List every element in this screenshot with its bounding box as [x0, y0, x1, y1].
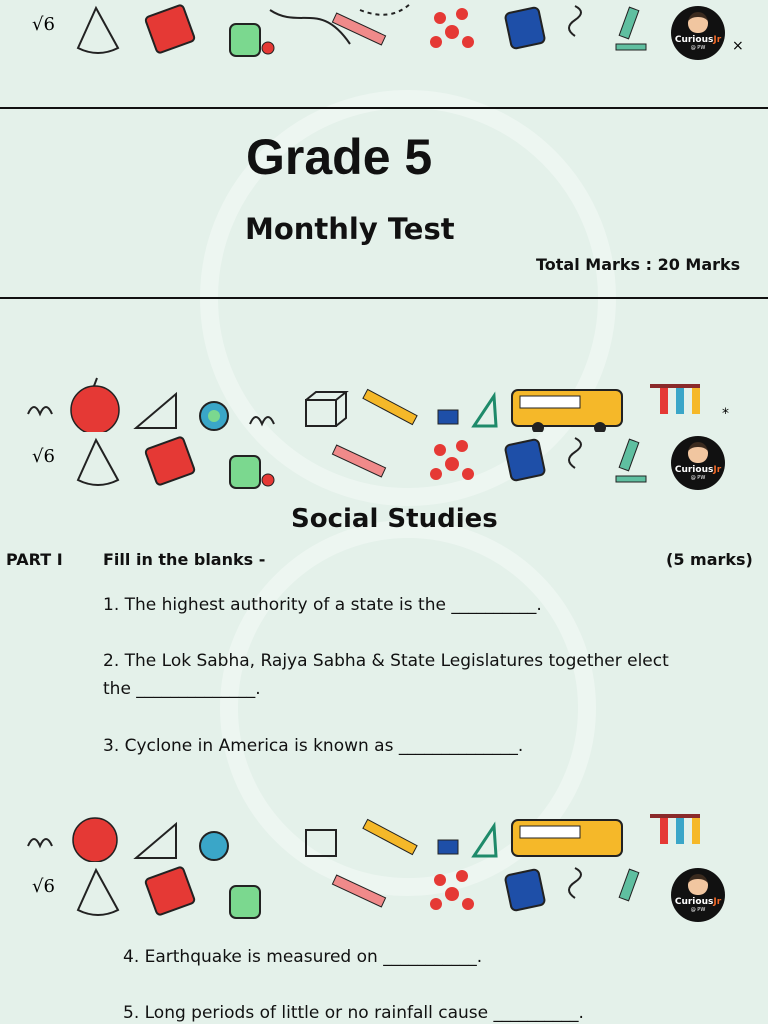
- sqrt-icon: [32, 14, 55, 35]
- sqrt-icon: [32, 446, 55, 467]
- doodle-strip-objects: [0, 802, 768, 862]
- notebook-icon: [145, 4, 196, 53]
- cone-icon: [78, 870, 118, 915]
- doodle-strip-science: [0, 862, 768, 924]
- mascot-icon: [688, 874, 708, 895]
- notebook-icon: [145, 866, 196, 915]
- part-marks: (5 marks): [666, 550, 753, 569]
- mascot-icon: [688, 12, 708, 33]
- triangle-icon: [474, 396, 496, 426]
- subject-heading: Social Studies: [291, 504, 498, 534]
- dashed-arc: [360, 4, 410, 15]
- curiousjr-logo: [671, 436, 725, 490]
- svg-text:×: ×: [732, 38, 744, 54]
- spiral-icon: [569, 6, 581, 36]
- tape-icon: [200, 402, 228, 430]
- flask-icon: [230, 24, 274, 56]
- curiousjr-logo: [671, 868, 725, 922]
- tape-icon: [200, 832, 228, 860]
- logo-subtext: @ PW: [690, 45, 706, 51]
- notebook-icon: [145, 436, 196, 485]
- spiral-icon: [569, 438, 581, 468]
- question-4: 4. Earthquake is measured on ___________.: [123, 947, 483, 967]
- calculator-icon: [505, 439, 546, 481]
- pencil-icon: [363, 389, 417, 424]
- spiral-icon: [569, 868, 581, 898]
- microscope-icon: [619, 869, 639, 901]
- molecule-icon: [430, 870, 474, 910]
- doodle-strip-top: [0, 0, 768, 62]
- svg-text:√6: √6: [32, 876, 55, 897]
- triangle-icon: [474, 826, 496, 856]
- scribble-icon: [28, 839, 52, 846]
- logo-text: Curious: [674, 35, 714, 45]
- cube-icon: [306, 392, 346, 426]
- molecule-icon: [430, 440, 474, 480]
- header-divider-top: [0, 107, 768, 109]
- calculator-icon: [505, 7, 546, 49]
- sqrt-icon: [32, 876, 55, 897]
- calculator-icon: [505, 869, 546, 911]
- sparkle-icon: [732, 38, 744, 54]
- set-square-icon: [136, 394, 176, 428]
- ruler-icon: [332, 445, 385, 477]
- logo-accent-text: Jr: [713, 897, 722, 907]
- doodle-strip-objects: [0, 370, 768, 432]
- part-title: Fill in the blanks -: [103, 550, 266, 569]
- apple-icon: [73, 818, 117, 862]
- scribble-icon: [28, 407, 52, 414]
- scribble-icon: [250, 417, 274, 424]
- cone-icon: [78, 8, 118, 53]
- test-tube-rack-icon: [650, 384, 700, 414]
- mascot-icon: [688, 442, 708, 463]
- svg-text:*: *: [722, 406, 729, 422]
- question-3: 3. Cyclone in America is known as ______________.: [103, 736, 524, 756]
- binder-clip-icon: [438, 410, 458, 424]
- page-title: Grade 5: [246, 129, 433, 185]
- molecule-icon: [430, 8, 474, 48]
- logo-text: Curious: [674, 465, 714, 475]
- svg-text:√6: √6: [32, 14, 55, 35]
- binder-clip-icon: [438, 840, 458, 854]
- pencil-icon: [363, 819, 417, 854]
- sparkle-icon: [722, 406, 729, 422]
- logo-accent-text: Jr: [713, 465, 722, 475]
- flask-icon: [230, 886, 260, 918]
- logo-subtext: @ PW: [690, 907, 706, 913]
- curiousjr-logo: [671, 6, 725, 60]
- school-bus-icon: [512, 820, 622, 856]
- school-bus-icon: [512, 390, 622, 432]
- set-square-icon: [136, 824, 176, 858]
- page-subtitle: Monthly Test: [245, 212, 455, 246]
- question-2-continued: the ______________.: [103, 679, 261, 699]
- header-divider-bottom: [0, 297, 768, 299]
- logo-text: Curious: [674, 897, 714, 907]
- microscope-icon: [616, 7, 646, 50]
- total-marks: Total Marks : 20 Marks: [536, 255, 741, 274]
- apple-icon: [71, 378, 119, 432]
- ruler-icon: [332, 875, 385, 907]
- ruler-icon: [332, 13, 385, 45]
- question-2: 2. The Lok Sabha, Rajya Sabha & State Legislatures together elect: [103, 651, 669, 671]
- microscope-icon: [616, 439, 646, 482]
- doodle-strip-science: [0, 432, 768, 494]
- flask-icon: [230, 456, 274, 488]
- cube-icon: [306, 830, 336, 856]
- test-tube-rack-icon: [650, 814, 700, 844]
- logo-accent-text: Jr: [713, 35, 722, 45]
- question-5: 5. Long periods of little or no rainfall cause __________.: [123, 1003, 584, 1023]
- question-1: 1. The highest authority of a state is the __________.: [103, 595, 542, 615]
- svg-text:√6: √6: [32, 446, 55, 467]
- part-label: PART I: [6, 550, 63, 569]
- cone-icon: [78, 440, 118, 485]
- logo-subtext: @ PW: [690, 475, 706, 481]
